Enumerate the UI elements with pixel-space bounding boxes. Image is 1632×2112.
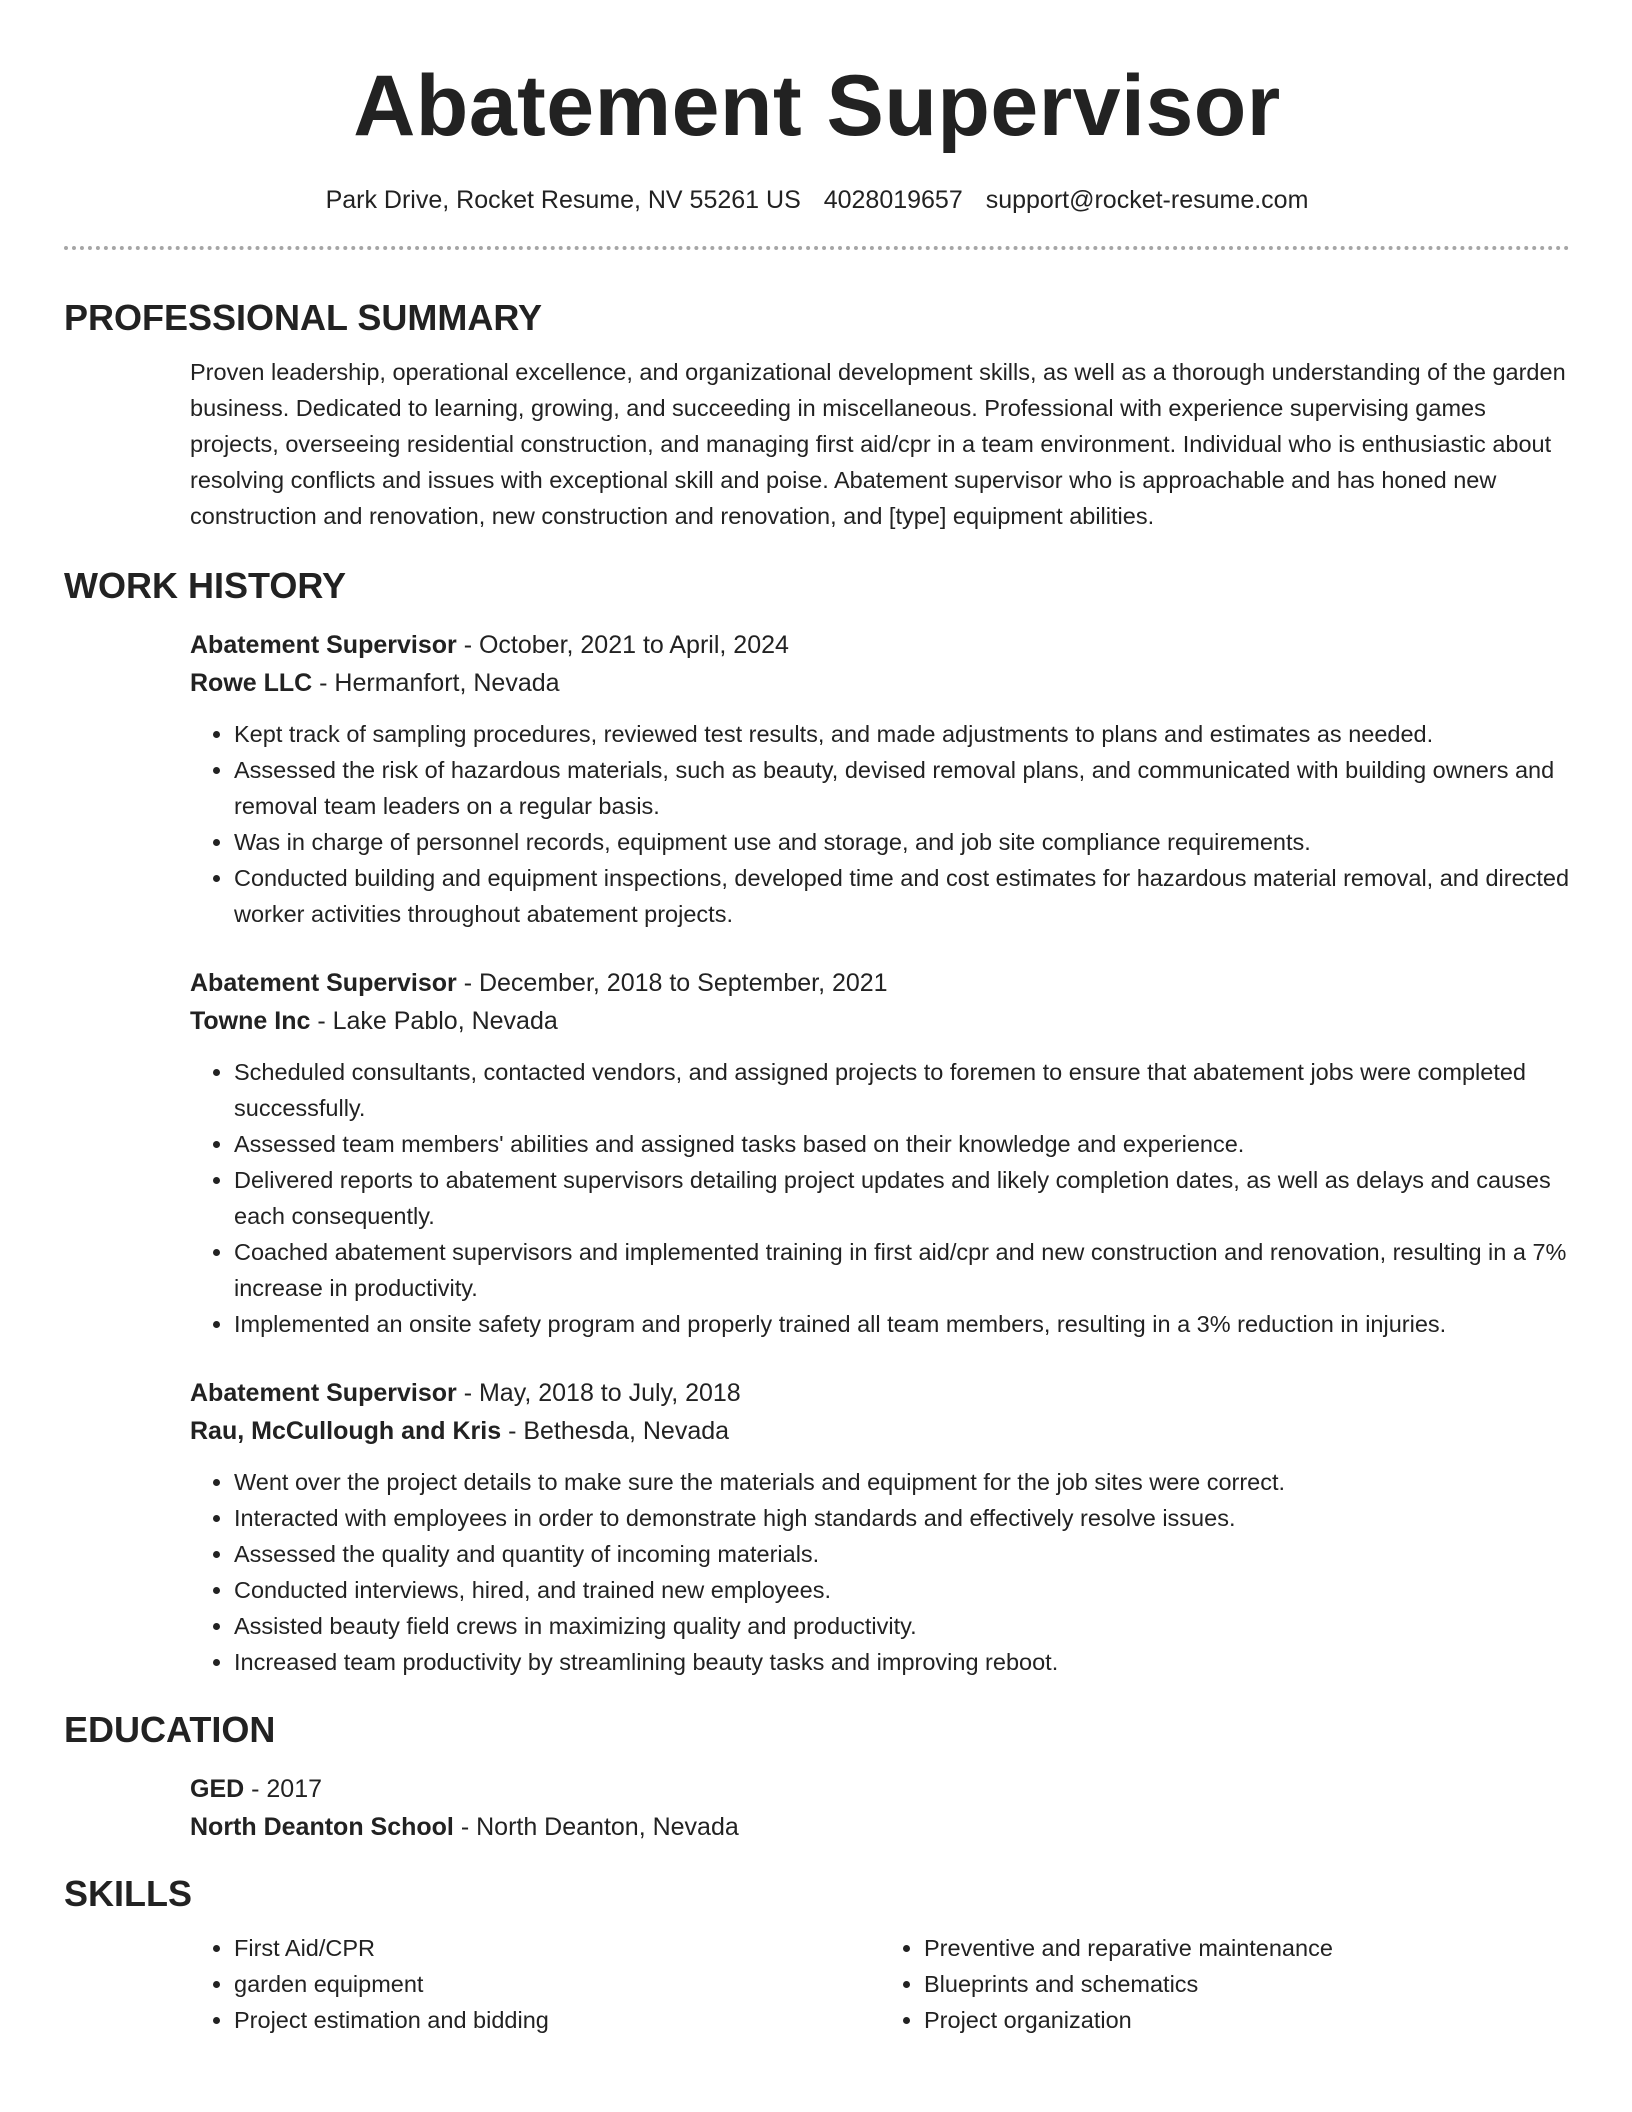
job-bullets xyxy=(190,1054,1570,1342)
list-item: • Delivered reports to abatement supervisors detailing project updates and likely completion dates, as well as delays and causes each consequently. xyxy=(234,1162,1570,1234)
skill-item: • First Aid/CPR xyxy=(234,1930,880,1966)
job-bullets xyxy=(190,1464,1570,1680)
job-company-line xyxy=(190,1002,1570,1040)
education-degree: GED xyxy=(190,1775,245,1803)
job-entry xyxy=(190,1374,1570,1680)
job-location: - Hermanfort, Nevada xyxy=(312,669,560,697)
job-dates: - October, 2021 to April, 2024 xyxy=(456,631,789,659)
education-title: EDUCATION xyxy=(64,1709,276,1750)
job-company-line xyxy=(190,664,1570,702)
contact-phone: 4028019657 xyxy=(823,186,963,214)
education-school: North Deanton School xyxy=(190,1813,454,1841)
list-item: • Assessed team members' abilities and assigned tasks based on their knowledge and experience. xyxy=(234,1126,1570,1162)
job-role: Abatement Supervisor xyxy=(190,969,457,997)
job-role: Abatement Supervisor xyxy=(190,631,457,659)
job-dates: - May, 2018 to July, 2018 xyxy=(456,1379,741,1407)
job-title-line xyxy=(190,1374,1570,1412)
resume-name: Abatement Supervisor xyxy=(353,58,1281,154)
job-entry xyxy=(190,626,1570,932)
list-item: • Went over the project details to make sure the materials and equipment for the job sites were correct. xyxy=(234,1464,1570,1500)
list-item: • Interacted with employees in order to demonstrate high standards and effectively resolve issues. xyxy=(234,1500,1570,1536)
list-item: • Was in charge of personnel records, equipment use and storage, and job site compliance requirements. xyxy=(234,824,1570,860)
list-item: • Assisted beauty field crews in maximizing quality and productivity. xyxy=(234,1608,1570,1644)
skills-title: SKILLS xyxy=(64,1873,193,1914)
job-company-line xyxy=(190,1412,1570,1450)
list-item: • Assessed the risk of hazardous materials, such as beauty, devised removal plans, and communicated with building owners and removal team leaders on a regular basis. xyxy=(234,752,1570,824)
education-location: - North Deanton, Nevada xyxy=(453,1813,739,1841)
work-title: WORK HISTORY xyxy=(64,565,347,606)
list-item: • Assessed the quality and quantity of incoming materials. xyxy=(234,1536,1570,1572)
education-school-line xyxy=(190,1808,1570,1846)
job-title-line xyxy=(190,964,1570,1002)
job-company: Towne Inc xyxy=(190,1007,311,1035)
header-divider xyxy=(64,246,1570,250)
education-year: - 2017 xyxy=(244,1775,323,1803)
job-bullets xyxy=(190,716,1570,932)
job-company: Rowe LLC xyxy=(190,669,313,697)
work-section xyxy=(64,564,1570,1680)
skills-list-right xyxy=(880,1930,1570,2038)
job-role: Abatement Supervisor xyxy=(190,1379,457,1407)
list-item: • Implemented an onsite safety program and properly trained all team members, resulting in a 3% reduction in injuries. xyxy=(234,1306,1570,1342)
job-location: - Bethesda, Nevada xyxy=(501,1417,730,1445)
summary-text: Proven leadership, operational excellence, and organizational development skills, as well as a thorough understanding of the garden business. Dedicated to learning, growing, and succeeding in miscellaneous. Professional with experience supervising games projects, overseeing residential construction, and managing first aid/cpr in a team environment. Individual who is enthusiastic about resolving conflicts and issues with exceptional skill and poise. Abatement supervisor who is approachable and has honed new construction and renovation, new construction and renovation, and [type] equipment abilities. xyxy=(190,359,1566,529)
job-location: - Lake Pablo, Nevada xyxy=(310,1007,558,1035)
list-item: • Coached abatement supervisors and implemented training in first aid/cpr and new construction and renovation, resulting in a 7% increase in productivity. xyxy=(234,1234,1570,1306)
skills-section xyxy=(64,1872,1570,2038)
skill-item: • Project organization xyxy=(924,2002,1570,2038)
contact-address: Park Drive, Rocket Resume, NV 55261 US xyxy=(325,186,801,214)
list-item: • Kept track of sampling procedures, reviewed test results, and made adjustments to plans and estimates as needed. xyxy=(234,716,1570,752)
job-dates: - December, 2018 to September, 2021 xyxy=(456,969,888,997)
list-item: • Scheduled consultants, contacted vendors, and assigned projects to foremen to ensure that abatement jobs were completed successfully. xyxy=(234,1054,1570,1126)
contact-line xyxy=(64,182,1570,218)
summary-title: PROFESSIONAL SUMMARY xyxy=(64,297,543,338)
skill-item: • garden equipment xyxy=(234,1966,880,2002)
skill-item: • Blueprints and schematics xyxy=(924,1966,1570,2002)
contact-email: support@rocket-resume.com xyxy=(985,186,1309,214)
job-title-line xyxy=(190,626,1570,664)
skill-item: • Project estimation and bidding xyxy=(234,2002,880,2038)
education-degree-line xyxy=(190,1770,1570,1808)
list-item: • Conducted interviews, hired, and trained new employees. xyxy=(234,1572,1570,1608)
list-item: • Increased team productivity by streamlining beauty tasks and improving reboot. xyxy=(234,1644,1570,1680)
skill-item: • Preventive and reparative maintenance xyxy=(924,1930,1570,1966)
job-company: Rau, McCullough and Kris xyxy=(190,1417,502,1445)
list-item: • Conducted building and equipment inspections, developed time and cost estimates for hazardous material removal, and directed worker activities throughout abatement projects. xyxy=(234,860,1570,932)
summary-section xyxy=(64,296,1570,534)
job-entry xyxy=(190,964,1570,1342)
skills-list-left xyxy=(190,1930,880,2038)
education-section xyxy=(64,1708,1570,1846)
resume-page xyxy=(64,0,1570,2038)
